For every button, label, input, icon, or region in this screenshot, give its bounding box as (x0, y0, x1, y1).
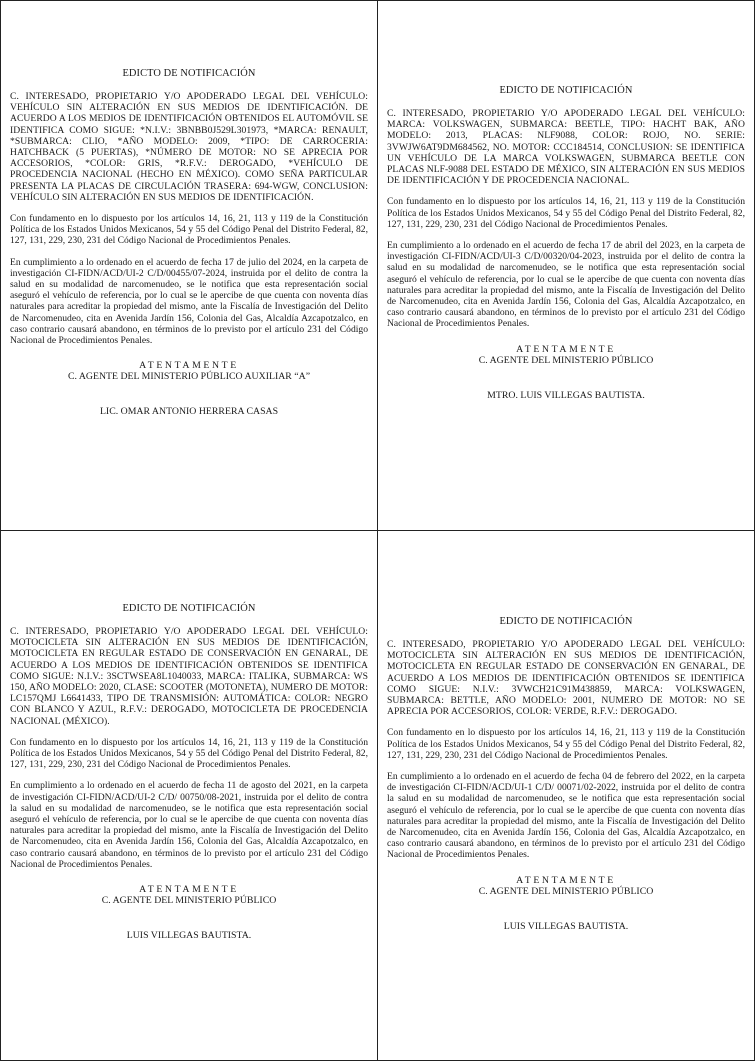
legal-basis: Con fundamento en lo dispuesto por los artículos 14, 16, 21, 113 y 119 de la Constitución Política de los Estados Unidos Mexicanos, 54 y 55 del Código Penal del Distrito Federal, 82, 127, 131, 229, 230, 231 del Código Nacional de Procedimientos Penales. (387, 727, 745, 761)
legal-basis: Con fundamento en lo dispuesto por los artículos 14, 16, 21, 113 y 119 de la Constitución Política de los Estados Unidos Mexicanos, 54 y 55 del Código Penal del Distrito Federal, 82, 127, 131, 229, 230, 231 del Código Nacional de Procedimientos Penales. (10, 213, 368, 247)
edicto-panel (377, 530, 755, 1061)
compliance-notice: En cumplimiento a lo ordenado en el acuerdo de fecha 11 de agosto del 2021, en la carpeta de investigación CI-FIDN/ACD/UI-2 C/D/ 00750/08-2021, instruida por el delito de contra la salud en su modalidad de narcomenudeo, se le notifica que esta representación social aseguró el vehículo de referencia, por lo cual se le apercibe de que cuenta con noventa días naturales para acreditar la propiedad del mismo, ante la Fiscalía de Investigación del Delito de Narcomenudeo, cita en Avenida Jardín 156, Colonia del Gas, Alcaldía Azcapotzalco, en caso contrario causará abandono, en términos de lo previsto por el artículo 231 del Código Nacional de Procedimientos Penales. (10, 780, 368, 870)
signer-name: LUIS VILLEGAS BAUTISTA. (503, 920, 629, 932)
compliance-notice: En cumplimiento a lo ordenado en el acuerdo de fecha 17 de julio del 2024, en la carpeta de investigación CI-FIDN/ACD/UI-2 C/D/00455/07-2024, instruida por el delito de contra la salud en su modalidad de narcomenudeo, se le notifica que esta representación social aseguró el vehículo de referencia, por lo cual se le apercibe de que cuenta con noventa días naturales para acreditar la propiedad del mismo, ante la Fiscalía de Investigación del Delito de Narcomenudeo, cita en Avenida Jardín 156, Colonia del Gas, Alcaldía Azcapotzalco, en caso contrario causará abandono, en términos de lo previsto por el artículo 231 del Código Nacional de Procedimientos Penales. (10, 256, 368, 347)
edicto-title: EDICTO DE NOTIFICACIÓN (499, 616, 633, 627)
compliance-notice: En cumplimiento a lo ordenado en el acuerdo de fecha 17 de abril del 2023, en la carpeta de investigación CI-FIDN/ACD/UI-3 C/D/00320/04-2023, instruida por el delito de contra la salud en su modalidad de narcomenudeo, se le notifica que esta representación social aseguró el vehículo de referencia, por lo cual se le apercibe de que cuenta con noventa días naturales para acreditar la propiedad del mismo, ante la Fiscalía de Investigación del Delito de Narcomenudeo, cita en Avenida Jardín 156, Colonia del Gas, Alcaldía Azcapotzalco, en caso contrario causará abandono, en términos de lo previsto por el artículo 231 del Código Nacional de Procedimientos Penales. (387, 240, 745, 330)
vehicle-description: C. INTERESADO, PROPIETARIO Y/O APODERADO LEGAL DEL VEHÍCULO: MOTOCICLETA SIN ALTERACIÓN EN SUS MEDIOS DE IDENTIFICACIÓN, MOTOCICLETA EN REGULAR ESTADO DE CONSERVACIÓN EN GENARAL, DE ACUERDO A LOS MEDIOS DE IDENTIFICACIÓN OBTENIDOS SE IDENTIFICA COMO SIGUE: N.I.V.: 3VWCH21C91M438859, MARCA: VOLKSWAGEN, SUBMARCA: BETTLE, AÑO MODELO: 2001, NUMERO DE MOTOR: NO SE APRECIA POR ACCESORIOS, COLOR: VERDE, R.F.V.: DEROGADO. (387, 639, 745, 718)
edicto-panel (0, 530, 378, 1061)
agent-title: C. AGENTE DEL MINISTERIO PÚBLICO AUXILIAR “A” (67, 371, 311, 383)
atentamente: ATENTAMENTE (516, 874, 616, 886)
agent-title: C. AGENTE DEL MINISTERIO PÚBLICO (101, 895, 277, 907)
signer-name: LIC. OMAR ANTONIO HERRERA CASAS (99, 406, 279, 418)
edicto-panel (0, 0, 378, 531)
atentamente: ATENTAMENTE (139, 884, 239, 896)
signer-name: MTRO. LUIS VILLEGAS BAUTISTA. (487, 389, 645, 401)
edicto-title: EDICTO DE NOTIFICACIÓN (122, 603, 256, 614)
signer-name: LUIS VILLEGAS BAUTISTA. (126, 930, 252, 942)
edicto-panel (377, 0, 755, 531)
edicto-body (10, 68, 368, 418)
vehicle-description: C. INTERESADO, PROPIETARIO Y/O APODERADO LEGAL DEL VEHÍCULO: VEHÍCULO SIN ALTERACIÓN EN SUS MEDIOS DE IDENTIFICACIÓN. DE ACUERDO A LOS MEDIOS DE IDENTIFICACIÓN OBTENIDOS EL AUTOMÓVIL SE IDENTIFICA COMO SIGUE: *N.I.V.: 3BNBB0J529L301973, *MARCA: RENAULT, *SUBMARCA: CLIO, *AÑO MODELO: 2009, *TIPO: DE CARROCERIA: HATCHBACK (5 PUERTAS), *NÚMERO DE MOTOR: NO SE APRECIA POR ACCESORIOS, *COLOR: GRIS, *R.F.V.: DEROGADO, *VEHÍCULO DE PROCEDENCIA NACIONAL (HECHO EN MÉXICO). COMO SEÑA PARTICULAR PRESENTA LA PLACAS DE CIRCULACIÓN TRASERA: 694-WGW, CONCLUSION: VEHÍCULO SIN ALTERACIÓN EN SUS MEDIOS DE IDENTIFICACIÓN. (10, 91, 368, 203)
edicto-title: EDICTO DE NOTIFICACIÓN (122, 68, 256, 79)
edicto-title: EDICTO DE NOTIFICACIÓN (499, 85, 633, 96)
agent-title: C. AGENTE DEL MINISTERIO PÚBLICO (478, 354, 654, 366)
edicto-body (387, 85, 745, 402)
atentamente: ATENTAMENTE (139, 360, 239, 372)
atentamente: ATENTAMENTE (516, 343, 616, 355)
edicto-body (10, 603, 368, 942)
vehicle-description: C. INTERESADO, PROPIETARIO Y/O APODERADO LEGAL DEL VEHÍCULO: MARCA: VOLKSWAGEN, SUBMARCA: BEETLE, TIPO: HACHT BAK, AÑO MODELO: 2013, PLACAS: NLF9088, COLOR: ROJO, NO. SERIE: 3VWJW6AT9DM684562, NO. MOTOR: CCC184514, CONCLUSION: SE IDENTIFICA UN VEHÍCULO DE LA MARCA VOLKSWAGEN, SUBMARCA BEETLE CON PLACAS NLF-9088 DEL ESTADO DE MÉXICO, SIN ALTERACIÓN EN SUS MEDIOS DE IDENTIFICACIÓN Y DE PROCEDENCIA NACIONAL. (387, 108, 745, 187)
legal-basis: Con fundamento en lo dispuesto por los artículos 14, 16, 21, 113 y 119 de la Constitución Política de los Estados Unidos Mexicanos, 54 y 55 del Código Penal del Distrito Federal, 82, 127, 131, 229, 230, 231 del Código Nacional de Procedimientos Penales. (387, 196, 745, 230)
vehicle-description: C. INTERESADO, PROPIETARIO Y/O APODERADO LEGAL DEL VEHÍCULO: MOTOCICLETA SIN ALTERACIÓN EN SUS MEDIOS DE IDENTIFICACIÓN, MOTOCICLETA EN REGULAR ESTADO DE CONSERVACIÓN EN GENARAL, DE ACUERDO A LOS MEDIOS DE IDENTIFICACIÓN OBTENIDOS SE IDENTIFICA COMO SIGUE: N.I.V.: 3SCTWSEA8L1040033, MARCA: ITALIKA, SUBMARCA: WS 150, AÑO MODELO: 2020, CLASE: SCOOTER (MOTONETA), NUMERO DE MOTOR: LC157QMJ L6641433, TIPO DE TRANSMISIÓN: AUTOMÁTICA: COLOR: NEGRO CON BLANCO Y AZUL, R.F.V.: DEROGADO, MOTOCICLETA DE PROCEDENCIA NACIONAL (MÉXICO). (10, 626, 368, 727)
legal-basis: Con fundamento en lo dispuesto por los artículos 14, 16, 21, 113 y 119 de la Constitución Política de los Estados Unidos Mexicanos, 54 y 55 del Código Penal del Distrito Federal, 82, 127, 131, 229, 230, 231 del Código Nacional de Procedimientos Penales. (10, 736, 368, 771)
edicto-body (387, 616, 745, 933)
agent-title: C. AGENTE DEL MINISTERIO PÚBLICO (478, 885, 654, 897)
compliance-notice: En cumplimiento a lo ordenado en el acuerdo de fecha 04 de febrero del 2022, en la carpeta de investigación CI-FIDN/ACD/UI-1 C/D/ 00071/02-2022, instruida por el delito de contra la salud en su modalidad de narcomenudeo, se le notifica que esta representación social aseguró el vehículo de referencia, por lo cual se le apercibe de que cuenta con noventa días naturales para acreditar la propiedad del mismo, ante la Fiscalía de Investigación del Delito de Narcomenudeo, cita en Avenida Jardín 156, Colonia del Gas, Alcaldía Azcapotzalco, en caso contrario causará abandono, en términos de lo previsto por el artículo 231 del Código Nacional de Procedimientos Penales. (387, 771, 745, 861)
